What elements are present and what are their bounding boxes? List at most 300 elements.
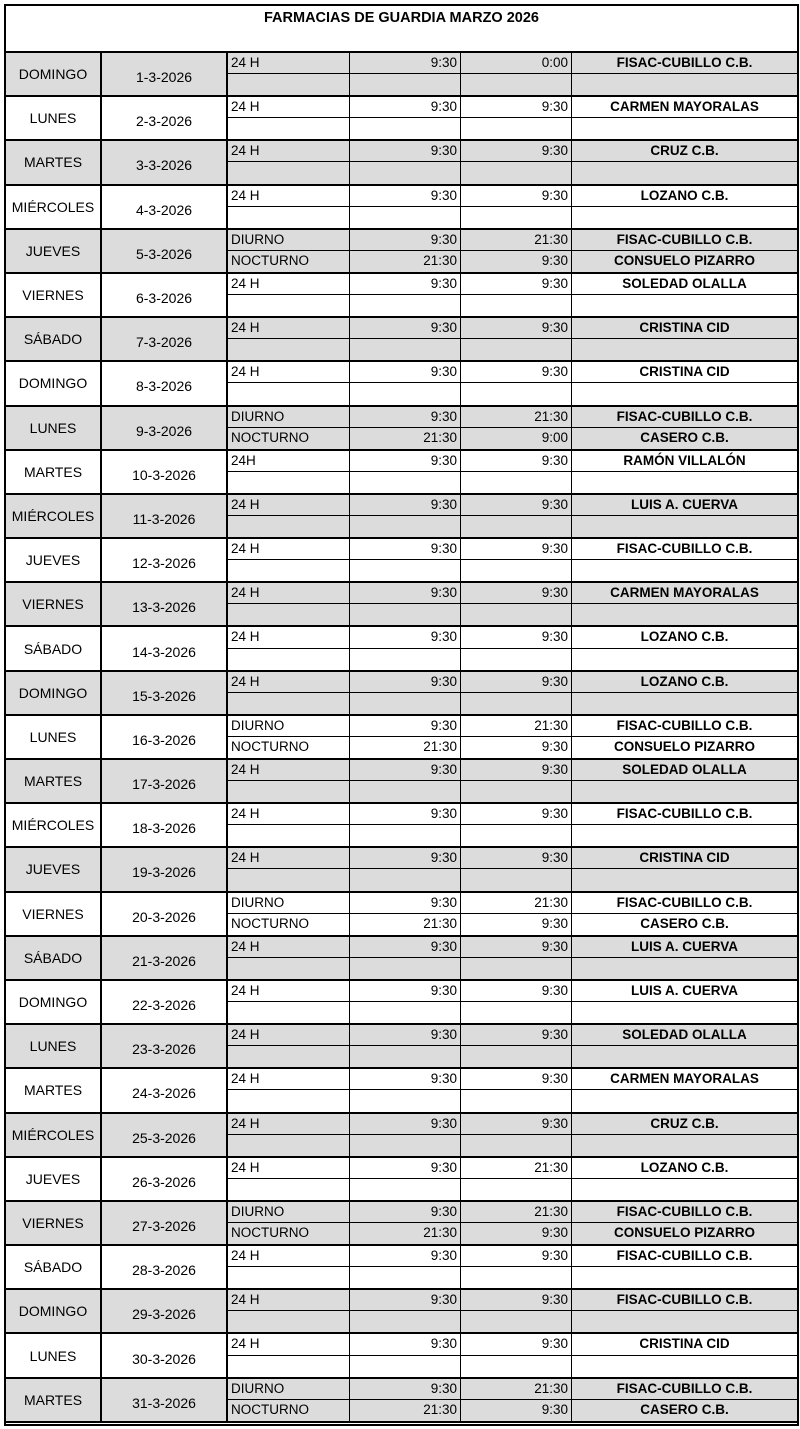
end-time-cell [461, 118, 572, 139]
table-row [6, 407, 797, 451]
start-time-cell: 9:30 [350, 1379, 461, 1399]
shift-type-cell: 24 H [228, 1069, 350, 1089]
shift-list [228, 362, 797, 404]
pharmacy-name-cell [572, 1046, 797, 1067]
end-time-cell: 9:30 [461, 251, 572, 272]
date-cell: 3-3-2026 [102, 141, 228, 183]
shift-row [228, 1069, 797, 1090]
end-time-cell [461, 958, 572, 979]
end-time-cell: 21:30 [461, 893, 572, 913]
date-cell: 11-3-2026 [102, 495, 228, 537]
shift-list [228, 1334, 797, 1376]
date-cell: 22-3-2026 [102, 981, 228, 1023]
pharmacy-name-cell: CONSUELO PIZARRO [613, 252, 755, 268]
weekday-cell: LUNES [6, 1025, 102, 1067]
shift-type-cell: DIURNO [228, 1202, 350, 1222]
shift-row [228, 1046, 797, 1067]
start-time-cell [350, 207, 461, 228]
start-time-cell: 9:30 [350, 186, 461, 206]
shift-list [228, 141, 797, 183]
weekday-cell: DOMINGO [6, 362, 102, 404]
start-time-cell [350, 1267, 461, 1288]
shift-list [228, 97, 797, 139]
start-time-cell: 9:30 [350, 848, 461, 868]
shift-type-cell [228, 339, 350, 360]
end-time-cell: 9:30 [461, 981, 572, 1001]
pharmacy-name-cell: FISAC-CUBILLO C.B. [616, 894, 753, 910]
end-time-cell: 9:30 [461, 495, 572, 515]
shift-row [228, 339, 797, 360]
shift-list [228, 539, 797, 581]
shift-type-cell: 24 H [228, 186, 350, 206]
start-time-cell: 21:30 [350, 1223, 461, 1244]
shift-row [228, 1114, 797, 1135]
shift-type-cell [228, 295, 350, 316]
shift-row [228, 1135, 797, 1156]
start-time-cell [350, 869, 461, 890]
shift-type-cell: 24 H [228, 627, 350, 647]
date-cell: 27-3-2026 [102, 1202, 228, 1244]
start-time-cell: 9:30 [350, 1246, 461, 1266]
start-time-cell [350, 162, 461, 183]
shift-row [228, 869, 797, 890]
shift-list [228, 981, 797, 1023]
end-time-cell: 21:30 [461, 1158, 572, 1178]
start-time-cell: 9:30 [350, 274, 461, 294]
table-row [6, 1025, 797, 1069]
table-row [6, 1202, 797, 1246]
shift-type-cell: DIURNO [228, 716, 350, 736]
start-time-cell [350, 74, 461, 95]
end-time-cell: 9:30 [461, 318, 572, 338]
table-row [6, 53, 797, 97]
date-cell: 7-3-2026 [102, 318, 228, 360]
end-time-cell: 9:30 [461, 1114, 572, 1134]
end-time-cell [461, 1135, 572, 1156]
end-time-cell: 9:30 [461, 362, 572, 382]
start-time-cell: 21:30 [350, 1400, 461, 1421]
shift-type-cell: 24 H [228, 1334, 350, 1354]
shift-list [228, 627, 797, 669]
shift-row [228, 848, 797, 869]
shift-type-cell [228, 958, 350, 979]
pharmacy-name-cell: CONSUELO PIZARRO [613, 1224, 755, 1240]
start-time-cell: 21:30 [350, 251, 461, 272]
end-time-cell: 9:30 [461, 848, 572, 868]
shift-row [228, 672, 797, 693]
weekday-cell: MARTES [6, 1379, 102, 1421]
date-cell: 31-3-2026 [102, 1379, 228, 1421]
shift-type-cell: DIURNO [228, 893, 350, 913]
shift-type-cell: 24 H [228, 1290, 350, 1310]
end-time-cell [461, 207, 572, 228]
shift-row [228, 207, 797, 228]
weekday-cell: VIERNES [6, 274, 102, 316]
shift-row [228, 1379, 797, 1400]
pharmacy-name-cell [572, 1179, 797, 1200]
end-time-cell [461, 869, 572, 890]
end-time-cell: 0:00 [461, 53, 572, 73]
pharmacy-name-cell: CRISTINA CID [639, 364, 730, 380]
end-time-cell [461, 516, 572, 537]
weekday-cell: JUEVES [6, 1158, 102, 1200]
shift-type-cell: 24 H [228, 583, 350, 603]
end-time-cell [461, 1090, 572, 1111]
weekday-cell: VIERNES [6, 893, 102, 935]
end-time-cell [461, 295, 572, 316]
shift-list [228, 1246, 797, 1288]
shift-row [228, 937, 797, 958]
shift-type-cell: DIURNO [228, 407, 350, 427]
shift-type-cell: 24 H [228, 804, 350, 824]
table-row [6, 981, 797, 1025]
shift-row [228, 981, 797, 1002]
date-cell: 20-3-2026 [102, 893, 228, 935]
shift-list [228, 495, 797, 537]
pharmacy-name-cell: CRUZ C.B. [650, 1115, 719, 1131]
pharmacy-name-cell: CRISTINA CID [639, 850, 730, 866]
shift-list [228, 1379, 797, 1421]
shift-row [228, 1400, 797, 1421]
shift-type-cell: 24 H [228, 1114, 350, 1134]
start-time-cell [350, 825, 461, 846]
weekday-cell: LUNES [6, 97, 102, 139]
pharmacy-name-cell: FISAC-CUBILLO C.B. [616, 1248, 753, 1264]
end-time-cell: 21:30 [461, 230, 572, 250]
end-time-cell: 9:30 [461, 1223, 572, 1244]
shift-type-cell: 24 H [228, 1158, 350, 1178]
weekday-cell: SÁBADO [6, 627, 102, 669]
pharmacy-name-cell [572, 516, 797, 537]
end-time-cell: 9:30 [461, 97, 572, 117]
date-cell: 25-3-2026 [102, 1114, 228, 1156]
date-cell: 23-3-2026 [102, 1025, 228, 1067]
date-cell: 4-3-2026 [102, 186, 228, 228]
table-row [6, 937, 797, 981]
start-time-cell [350, 339, 461, 360]
pharmacy-name-cell: LUIS A. CUERVA [630, 496, 738, 512]
table-row [6, 1290, 797, 1334]
pharmacy-name-cell: FISAC-CUBILLO C.B. [616, 55, 753, 70]
shift-list [228, 893, 797, 935]
end-time-cell [461, 1002, 572, 1023]
shift-row [228, 1311, 797, 1332]
weekday-cell: VIERNES [6, 583, 102, 625]
start-time-cell [350, 1090, 461, 1111]
weekday-cell: LUNES [6, 407, 102, 449]
shift-row [228, 583, 797, 604]
table-row [6, 539, 797, 583]
weekday-cell: LUNES [6, 716, 102, 758]
shift-type-cell [228, 1311, 350, 1332]
start-time-cell: 9:30 [350, 672, 461, 692]
shift-type-cell: 24 H [228, 672, 350, 692]
start-time-cell [350, 693, 461, 714]
start-time-cell: 9:30 [350, 141, 461, 161]
pharmacy-name-cell: CARMEN MAYORALAS [610, 1071, 759, 1087]
shift-list [228, 716, 797, 758]
pharmacy-name-cell: LOZANO C.B. [640, 673, 729, 689]
shift-list [228, 407, 797, 449]
table-row [6, 362, 797, 406]
shift-list [228, 274, 797, 316]
shift-row [228, 251, 797, 272]
table-row [6, 627, 797, 671]
start-time-cell: 9:30 [350, 53, 461, 73]
shift-type-cell [228, 1356, 350, 1377]
pharmacy-name-cell: LUIS A. CUERVA [630, 938, 738, 954]
weekday-cell: DOMINGO [6, 672, 102, 714]
shift-type-cell [228, 869, 350, 890]
shift-type-cell: NOCTURNO [228, 1223, 350, 1244]
shift-row [228, 274, 797, 295]
weekday-cell: JUEVES [6, 230, 102, 272]
shift-row [228, 1090, 797, 1111]
table-row [6, 583, 797, 627]
end-time-cell: 9:30 [461, 672, 572, 692]
date-cell: 26-3-2026 [102, 1158, 228, 1200]
table-row [6, 893, 797, 937]
shift-list [228, 1069, 797, 1111]
shift-row [228, 604, 797, 625]
pharmacy-name-cell: RAMÓN VILLALÓN [623, 452, 746, 468]
pharmacy-name-cell: SOLEDAD OLALLA [622, 275, 747, 291]
shift-row [228, 472, 797, 493]
date-cell: 2-3-2026 [102, 97, 228, 139]
shift-type-cell: 24 H [228, 981, 350, 1001]
pharmacy-name-cell [572, 1090, 797, 1111]
end-time-cell: 9:30 [461, 1334, 572, 1354]
pharmacy-name-cell: CARMEN MAYORALAS [610, 99, 759, 115]
shift-row [228, 118, 797, 139]
shift-row [228, 1025, 797, 1046]
shift-type-cell: 24 H [228, 848, 350, 868]
pharmacy-name-cell: LUIS A. CUERVA [630, 982, 738, 998]
pharmacy-name-cell: CRISTINA CID [639, 320, 730, 336]
pharmacy-name-cell: SOLEDAD OLALLA [622, 762, 747, 777]
shift-list [228, 804, 797, 846]
shift-row [228, 893, 797, 914]
date-cell: 17-3-2026 [102, 760, 228, 802]
table-row [6, 141, 797, 185]
start-time-cell: 9:30 [350, 495, 461, 515]
pharmacy-name-cell [572, 383, 797, 404]
table-row [6, 1069, 797, 1113]
start-time-cell: 9:30 [350, 1334, 461, 1354]
shift-list [228, 318, 797, 360]
weekday-cell: MARTES [6, 451, 102, 493]
weekday-cell: MARTES [6, 760, 102, 802]
shift-type-cell: DIURNO [228, 1379, 350, 1399]
end-time-cell: 9:30 [461, 627, 572, 647]
date-cell: 16-3-2026 [102, 716, 228, 758]
start-time-cell: 9:30 [350, 318, 461, 338]
shift-row [228, 516, 797, 537]
pharmacy-name-cell [572, 781, 797, 802]
weekday-cell: DOMINGO [6, 53, 102, 95]
pharmacy-name-cell [572, 339, 797, 360]
shift-row [228, 1202, 797, 1223]
end-time-cell: 9:30 [461, 1025, 572, 1045]
shift-row [228, 781, 797, 802]
end-time-cell [461, 383, 572, 404]
shift-row [228, 495, 797, 516]
start-time-cell [350, 781, 461, 802]
end-time-cell: 9:30 [461, 274, 572, 294]
pharmacy-name-cell: LOZANO C.B. [640, 187, 729, 203]
start-time-cell [350, 1311, 461, 1332]
date-cell: 19-3-2026 [102, 848, 228, 890]
shift-type-cell [228, 74, 350, 95]
pharmacy-name-cell: FISAC-CUBILLO C.B. [616, 1292, 753, 1308]
shift-type-cell: 24 H [228, 97, 350, 117]
shift-type-cell: 24 H [228, 937, 350, 957]
weekday-cell: SÁBADO [6, 937, 102, 979]
shift-type-cell [228, 693, 350, 714]
table-row [6, 1114, 797, 1158]
end-time-cell [461, 339, 572, 360]
shift-row [228, 716, 797, 737]
start-time-cell: 9:30 [350, 627, 461, 647]
start-time-cell: 9:30 [350, 1069, 461, 1089]
shift-type-cell: 24 H [228, 495, 350, 515]
table-row [6, 318, 797, 362]
shift-list [228, 230, 797, 272]
start-time-cell [350, 118, 461, 139]
date-cell: 5-3-2026 [102, 230, 228, 272]
shift-type-cell [228, 1002, 350, 1023]
end-time-cell [461, 604, 572, 625]
start-time-cell [350, 958, 461, 979]
date-cell: 30-3-2026 [102, 1334, 228, 1376]
shift-type-cell: 24H [228, 451, 350, 471]
shift-row [228, 1290, 797, 1311]
date-cell: 29-3-2026 [102, 1290, 228, 1332]
end-time-cell: 9:30 [461, 141, 572, 161]
start-time-cell: 9:30 [350, 716, 461, 736]
pharmacy-name-cell: CARMEN MAYORALAS [610, 585, 759, 601]
shift-row [228, 760, 797, 781]
shift-row [228, 451, 797, 472]
shift-type-cell: NOCTURNO [228, 914, 350, 935]
end-time-cell: 9:30 [461, 760, 572, 780]
end-time-cell: 9:30 [461, 583, 572, 603]
shift-type-cell: 24 H [228, 362, 350, 382]
shift-type-cell [228, 1090, 350, 1111]
start-time-cell: 9:30 [350, 1114, 461, 1134]
pharmacy-name-cell: FISAC-CUBILLO C.B. [616, 1380, 753, 1396]
table-body [6, 53, 797, 1423]
shift-row [228, 362, 797, 383]
table-title: FARMACIAS DE GUARDIA MARZO 2026 [6, 6, 797, 53]
weekday-cell: DOMINGO [6, 981, 102, 1023]
shift-type-cell: 24 H [228, 318, 350, 338]
pharmacy-name-cell [572, 869, 797, 890]
pharmacy-name-cell: FISAC-CUBILLO C.B. [616, 806, 753, 822]
start-time-cell: 21:30 [350, 737, 461, 758]
shift-type-cell: NOCTURNO [228, 737, 350, 758]
table-row [6, 848, 797, 892]
shift-type-cell: 24 H [228, 760, 350, 780]
shift-row [228, 1002, 797, 1023]
shift-row [228, 318, 797, 339]
shift-row [228, 1179, 797, 1200]
shift-row [228, 1158, 797, 1179]
end-time-cell [461, 693, 572, 714]
start-time-cell [350, 472, 461, 493]
start-time-cell: 21:30 [350, 428, 461, 449]
shift-type-cell: 24 H [228, 1246, 350, 1266]
pharmacy-name-cell: LOZANO C.B. [640, 629, 729, 645]
end-time-cell [461, 560, 572, 581]
end-time-cell [461, 74, 572, 95]
pharmacy-name-cell: CASERO C.B. [640, 1401, 729, 1417]
shift-type-cell: 24 H [228, 53, 350, 73]
start-time-cell [350, 1179, 461, 1200]
end-time-cell: 9:30 [461, 1246, 572, 1266]
end-time-cell [461, 1179, 572, 1200]
shift-row [228, 958, 797, 979]
shift-list [228, 760, 797, 802]
date-cell: 21-3-2026 [102, 937, 228, 979]
end-time-cell [461, 162, 572, 183]
shift-list [228, 583, 797, 625]
shift-type-cell [228, 1135, 350, 1156]
table-row [6, 274, 797, 318]
shift-type-cell [228, 604, 350, 625]
pharmacy-name-cell: CRUZ C.B. [650, 143, 719, 159]
start-time-cell: 9:30 [350, 760, 461, 780]
shift-list [228, 848, 797, 890]
end-time-cell [461, 472, 572, 493]
pharmacy-name-cell: CRISTINA CID [639, 1336, 730, 1352]
start-time-cell: 9:30 [350, 407, 461, 427]
end-time-cell: 21:30 [461, 1379, 572, 1399]
start-time-cell [350, 1046, 461, 1067]
table-row [6, 716, 797, 760]
shift-row [228, 383, 797, 404]
pharmacy-name-cell [572, 693, 797, 714]
table-row [6, 1158, 797, 1202]
table-row [6, 1379, 797, 1423]
shift-type-cell [228, 649, 350, 670]
start-time-cell [350, 516, 461, 537]
shift-row [228, 53, 797, 74]
weekday-cell: MARTES [6, 1069, 102, 1111]
start-time-cell: 9:30 [350, 97, 461, 117]
end-time-cell [461, 1046, 572, 1067]
shift-type-cell [228, 118, 350, 139]
weekday-cell: JUEVES [6, 539, 102, 581]
table-row [6, 1334, 797, 1378]
pharmacy-name-cell: CASERO C.B. [640, 915, 729, 931]
weekday-cell: JUEVES [6, 848, 102, 890]
table-row [6, 672, 797, 716]
start-time-cell: 9:30 [350, 451, 461, 471]
shift-row [228, 230, 797, 251]
pharmacy-name-cell: CONSUELO PIZARRO [613, 738, 755, 754]
shift-type-cell [228, 1179, 350, 1200]
date-cell: 1-3-2026 [102, 53, 228, 95]
weekday-cell: VIERNES [6, 1202, 102, 1244]
shift-row [228, 649, 797, 670]
shift-type-cell: 24 H [228, 141, 350, 161]
pharmacy-name-cell: CASERO C.B. [640, 429, 729, 445]
shift-type-cell: 24 H [228, 1025, 350, 1045]
shift-row [228, 1246, 797, 1267]
date-cell: 24-3-2026 [102, 1069, 228, 1111]
end-time-cell [461, 1267, 572, 1288]
